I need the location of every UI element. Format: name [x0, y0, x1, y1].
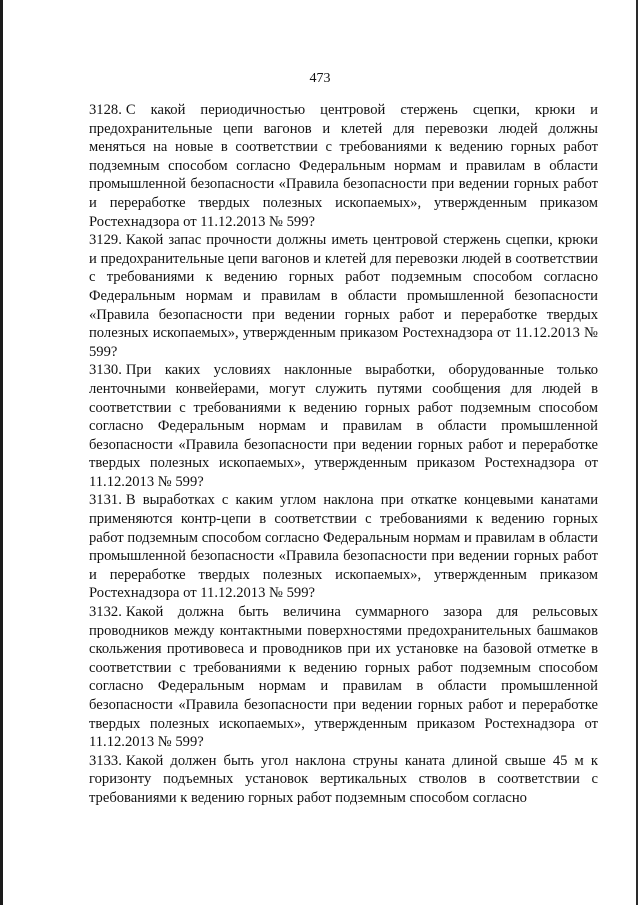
question-3132	[89, 603, 598, 752]
question-list	[89, 101, 598, 808]
question-3133	[89, 752, 598, 808]
question-number: 3132.	[89, 604, 122, 621]
question-3131	[89, 491, 598, 603]
question-text: Какой должна быть величина суммарного зазора для рельсовых проводников между контактными поверхностями предохранительных башмаков скольжения противовеса и проводников при их установке на базовой отметке в соответствии с требованиями к ведению горных работ подземным способом согласно Федеральным нормам и правилам в области промышленной безопасности «Правила безопасности при ведении горных работ и переработке твердых полезных ископаемых», утвержденным приказом Ростехнадзора от 11.12.2013 № 599?	[89, 604, 598, 751]
question-3129	[89, 231, 598, 361]
question-number: 3131.	[89, 492, 122, 509]
question-text: В выработках с каким углом наклона при откатке концевыми канатами применяются контр-цепи в соответствии с требованиями к ведению горных работ подземным способом согласно Федеральным нормам и правилам в области промышленной безопасности «Правила безопасности при ведении горных работ и переработке твердых полезных ископаемых», утвержденным приказом Ростехнадзора от 11.12.2013 № 599?	[89, 492, 598, 602]
question-3128	[89, 101, 598, 231]
question-number: 3129.	[89, 232, 122, 249]
question-text: Какой запас прочности должны иметь центровой стержень сцепки, крюки и предохранительные цепи вагонов и клетей для перевозки людей в соответствии с требованиями к ведению горных работ подземным способом согласно Федеральным нормам и правилам в области промышленной безопасности «Правила безопасности при ведении горных работ и переработке твердых полезных ископаемых», утвержденным приказом Ростехнадзора от 11.12.2013 № 599?	[89, 232, 598, 360]
scan-border-left	[0, 0, 3, 905]
question-number: 3130.	[89, 362, 122, 379]
question-3130	[89, 361, 598, 491]
page-number: 473	[309, 71, 331, 86]
scan-border-right	[636, 0, 638, 905]
question-text: Какой должен быть угол наклона струны каната длиной свыше 45 м к горизонту подъемных установок вертикальных стволов в соответствии с требованиями к ведению горных работ подземным способом согласно	[89, 752, 598, 806]
question-text: При каких условиях наклонные выработки, оборудованные только ленточными конвейерами, могут служить путями сообщения для людей в соответствии с требованиями к ведению горных работ подземным способом согласно Федеральным нормам и правилам в области промышленной безопасности «Правила безопасности при ведении горных работ и переработке твердых полезных ископаемых», утвержденным приказом Ростехнадзора от 11.12.2013 № 599?	[89, 362, 598, 490]
question-text: С какой периодичностью центровой стержень сцепки, крюки и предохранительные цепи вагонов и клетей для перевозки людей должны меняться на новые в соответствии с требованиями к ведению горных работ подземным способом согласно Федеральным нормам и правилам в области промышленной безопасности «Правила безопасности при ведении горных работ и переработке твердых полезных ископаемых», утвержденным приказом Ростехнадзора от 11.12.2013 № 599?	[89, 102, 598, 230]
question-number: 3128.	[89, 102, 122, 118]
question-number: 3133.	[89, 752, 122, 769]
